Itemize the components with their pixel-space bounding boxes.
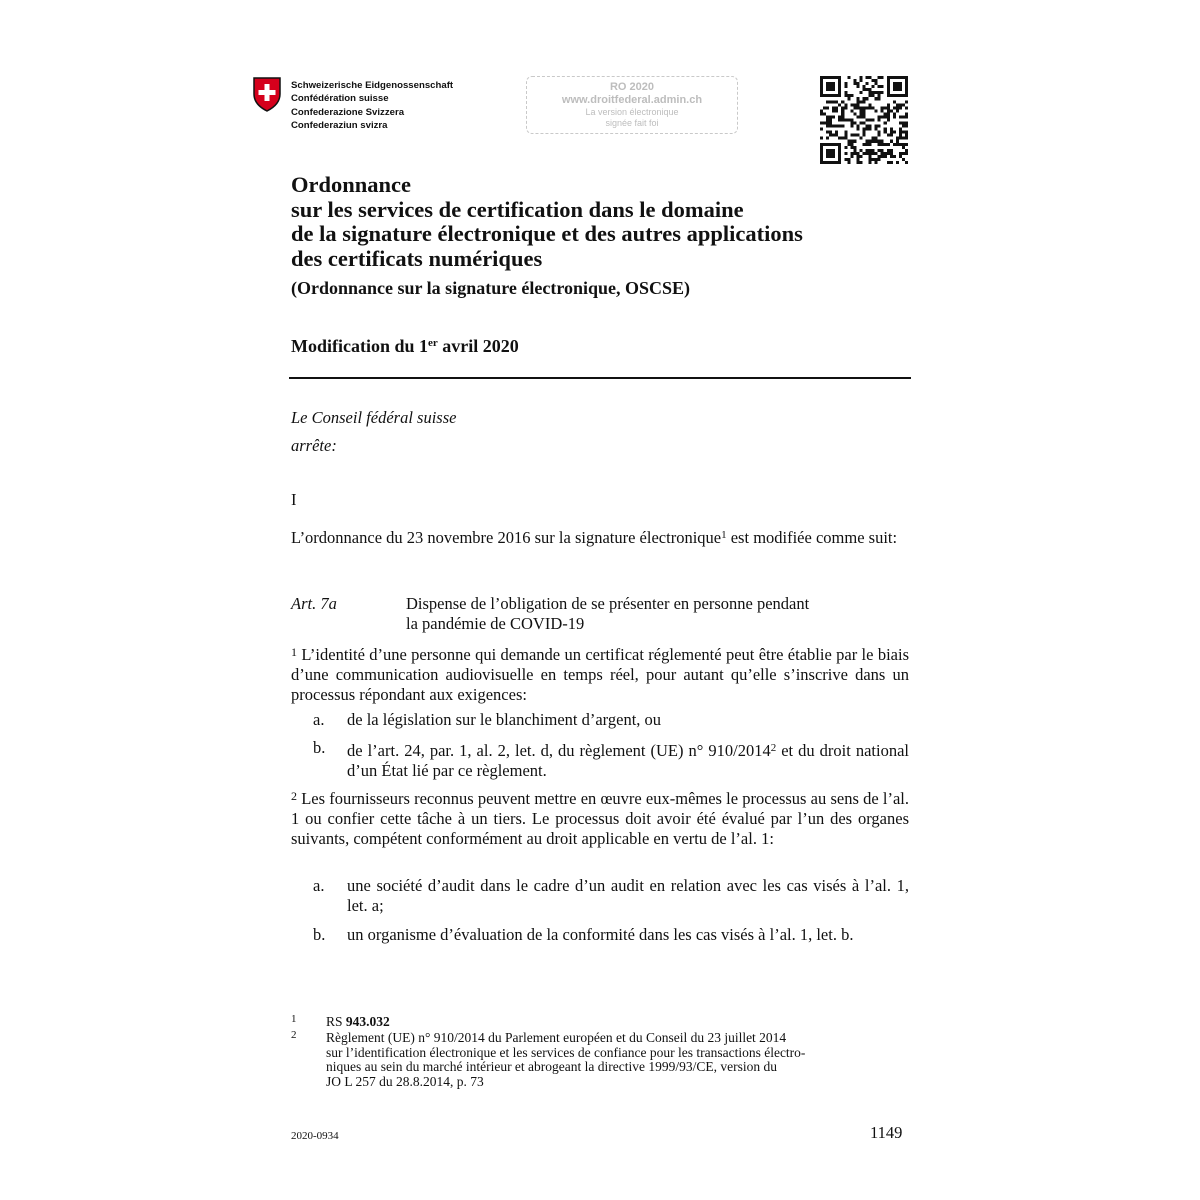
footnote-1-reference: 943.032 (345, 1014, 390, 1029)
modification-date (291, 336, 519, 357)
confederation-names (291, 79, 453, 133)
al-2-number: 2 (291, 789, 297, 803)
article-heading (406, 594, 866, 634)
preamble-arrete: arrête: (291, 436, 337, 455)
al-2-text: Les fournisseurs reconnus peuvent mettre en œuvre eux-mêmes le processus au sens de l’al. 1 ou confier cette tâche à un tiers. Le processus doit avoir été évalué par l’un des organes suivants, compétent conformément au droit applicable en vertu de l’al. 1: (291, 789, 909, 848)
stamp-line-4: signée fait foi (605, 118, 659, 128)
paragraph-al-1 (291, 642, 909, 705)
confederation-name-it: Confederazione Svizzera (291, 106, 405, 118)
article-label: Art. 7a (291, 594, 337, 613)
confederation-name-rm: Confederaziun svizra (291, 120, 388, 132)
title-line-1: Ordonnance (291, 172, 412, 197)
title-line-4: des certificats numériques (291, 245, 543, 271)
swiss-coat-of-arms-icon (252, 76, 282, 112)
al-1-number: 1 (291, 645, 297, 659)
intro-text: L’ordonnance du 23 novembre 2016 sur la signature électronique (291, 528, 722, 547)
footnote-1-number: 1 (291, 1013, 297, 1025)
article-heading-line-1: Dispense de l’obligation de se présenter en personne pendant (406, 594, 810, 613)
modification-suffix: avril 2020 (437, 336, 519, 356)
footnote-2-number: 2 (291, 1029, 297, 1041)
footnote-2-line: JO L 257 du 28.8.2014, p. 73 (326, 1073, 484, 1089)
footnote-2-line: niques au sein du marché intérieur et abrogeant la directive 1999/93/CE, version du (326, 1059, 777, 1074)
footnote-1-prefix: RS (326, 1014, 346, 1029)
modification-sup: er (428, 337, 438, 349)
al-1-text: L’identité d’une personne qui demande un certificat réglementé peut être établie par le biais d’une communication audiovisuelle en temps réel, pour autant qu’elle s’inscrive dans un processus répondant aux exigences: (291, 645, 909, 704)
modification-prefix: Modification du 1 (291, 336, 429, 356)
footnote-ref-1[interactable]: 1 (721, 529, 727, 541)
short-title: (Ordonnance sur la signature électronique, OSCSE) (291, 278, 691, 298)
stamp-line-1: RO 2020 (609, 81, 655, 93)
document-title (291, 173, 803, 271)
footnote-2-line: sur l’identification électronique et les services de confiance pour les transactions électro- (326, 1044, 806, 1060)
list-item-letter: a. (313, 876, 325, 895)
confederation-name-fr: Confédération suisse (291, 93, 389, 105)
preamble-council: Le Conseil fédéral suisse (291, 408, 457, 427)
list-item-text (347, 738, 909, 781)
footnote-1-text (326, 1015, 390, 1030)
list-item-letter: b. (313, 738, 326, 757)
title-line-2: sur les services de certification dans le domaine (291, 196, 744, 222)
list-item-text-start: de l’art. 24, par. 1, al. 2, let. d, du règlement (UE) n° 910/2014 (347, 741, 771, 760)
stamp-line-3: La version électronique (585, 107, 679, 117)
intro-text-end: est modifiée comme suit: (726, 528, 898, 547)
official-publication-stamp (526, 76, 738, 134)
list-item-letter: a. (313, 710, 325, 729)
list-item-text: de la législation sur le blanchiment d’argent, ou (347, 710, 662, 729)
list-item-text: une société d’audit dans le cadre d’un audit en relation avec les cas visés à l’al. 1, let. a; (347, 876, 909, 915)
title-divider (289, 377, 911, 379)
confederation-name-de: Schweizerische Eidgenossenschaft (291, 80, 454, 91)
document-number: 2020-0934 (291, 1130, 339, 1142)
footnote-2-text (326, 1031, 906, 1089)
stamp-line-2: www.droitfederal.admin.ch (561, 94, 703, 106)
list-item-letter: b. (313, 925, 326, 944)
article-heading-line-2: la pandémie de COVID-19 (406, 614, 585, 633)
footnote-ref-2[interactable]: 2 (770, 742, 777, 754)
intro-paragraph (291, 525, 909, 548)
qr-code-icon (820, 76, 908, 164)
page-number: 1149 (870, 1123, 903, 1142)
list-item-text: un organisme d’évaluation de la conformité dans les cas visés à l’al. 1, let. b. (347, 925, 854, 944)
section-number: I (291, 490, 297, 509)
paragraph-al-2 (291, 786, 909, 849)
footnote-2-line: Règlement (UE) n° 910/2014 du Parlement européen et du Conseil du 23 juillet 2014 (326, 1030, 787, 1045)
title-line-3: de la signature électronique et des autres applications (291, 221, 803, 247)
list-item-text-end: et du droit national d’un État lié par ce règlement. (347, 741, 909, 780)
